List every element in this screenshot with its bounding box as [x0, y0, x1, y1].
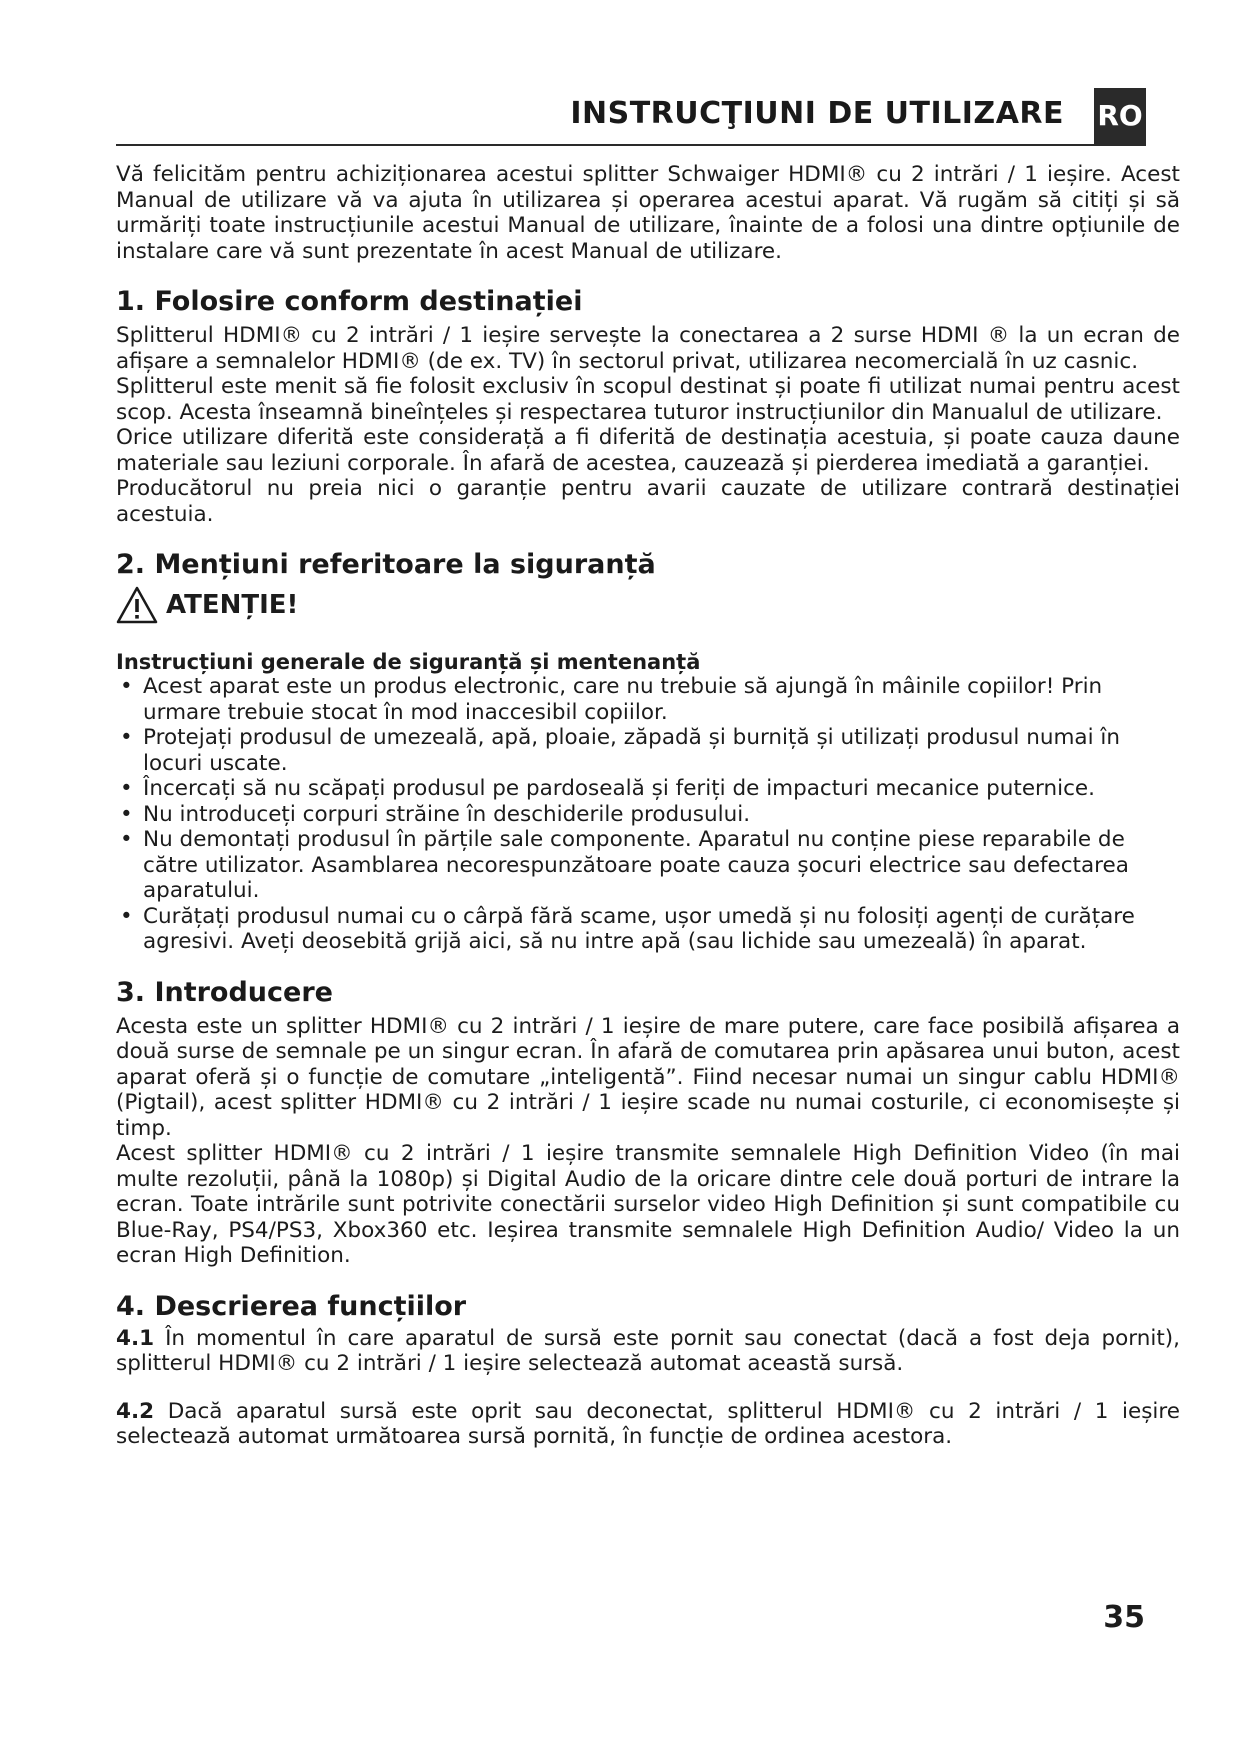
- section-1-heading: 1. Folosire conform destinației: [116, 286, 583, 317]
- section-3-heading: 3. Introducere: [116, 976, 333, 1008]
- section-1-paragraph: Splitterul este menit să fie folosit exclusiv în scopul destinat și poate fi utilizat numai pentru acest scop. Acesta înseamnă bineînțeles și respectarea tuturor instrucțiunilor din Manualul de utilizare.: [116, 374, 1180, 425]
- section-3-paragraph: Acesta este un splitter HDMI® cu 2 intrări / 1 ieșire de mare putere, care face posibilă afișarea a două surse de semnale pe un singur ecran. În afară de comutarea prin apăsarea unui buton, acest aparat oferă și o funcție de comutare „inteligentă”. Fiind necesar numai un singur cablu HDMI® (Pigtail), acest splitter HDMI® cu 2 intrări / 1 ieșire scade nu numai costurile, ci economisește și timp.: [116, 1013, 1180, 1141]
- warning-block: [116, 586, 1180, 624]
- list-item: [116, 725, 1180, 776]
- list-item: [116, 904, 1180, 955]
- section-4-heading: 4. Descrierea funcțiilor: [116, 1290, 467, 1322]
- bullet-icon: •: [120, 674, 133, 699]
- list-item-text: Încercați să nu scăpați produsul pe pardoseală și feriți de impacturi mecanice puternice.: [143, 776, 1095, 801]
- section-2-heading: 2. Mențiuni referitoare la siguranță: [116, 549, 656, 580]
- main-content: [116, 162, 1180, 1450]
- function-item: [116, 1326, 1180, 1377]
- function-number: 4.1: [116, 1325, 155, 1351]
- list-item-text: Nu demontați produsul în părțile sale componente. Aparatul nu conține piese reparabile de către utilizator. Asamblarea necorespunzătoare poate cauza șocuri electrice sau defectarea aparatului.: [143, 827, 1129, 903]
- bullet-icon: •: [120, 801, 133, 827]
- list-item: [116, 776, 1180, 802]
- warning-label: ATENȚIE!: [166, 590, 299, 620]
- section-1-paragraph: Orice utilizare diferită este considerață a fi diferită de destinația acestuia, și poate cauza daune materiale sau leziuni corporale. În afară de acestea, cauzează și pierderea imediată a garanției.: [116, 425, 1180, 476]
- page-title: INSTRUCŢIUNI DE UTILIZARE: [570, 96, 1064, 131]
- section-3-paragraph: Acest splitter HDMI® cu 2 intrări / 1 ieșire transmite semnalele High Definition Video (în mai multe rezoluții, până la 1080p) și Digital Audio de la oricare dintre cele două porturi de intrare la ecran. Toate intrările sunt potrivite conectării surselor video High Definition și sunt compatibile cu Blue-Ray, PS4/PS3, Xbox360 etc. Ieșirea transmite semnalele High Definition Audio/ Video la un ecran High Definition.: [116, 1141, 1180, 1268]
- bullet-icon: •: [120, 725, 133, 750]
- safety-list: [116, 674, 1180, 955]
- page-header: [116, 88, 1146, 146]
- bullet-icon: •: [120, 827, 133, 852]
- page-number: 35: [1103, 1600, 1145, 1635]
- section-1-paragraph: Producătorul nu preia nici o garanție pentru avarii cauzate de utilizare contrară destinației acestuia.: [116, 476, 1180, 527]
- list-item-text: Curățați produsul numai cu o cârpă fără scame, ușor umedă și nu folosiți agenți de curățare agresivi. Aveți deosebită grijă aici, să nu intre apă (sau lichide sau umezeală) în aparat.: [143, 903, 1135, 954]
- safety-subheading: Instrucțiuni generale de siguranță și mentenanță: [116, 650, 701, 674]
- bullet-icon: •: [120, 903, 133, 929]
- section-1-paragraph: Splitterul HDMI® cu 2 intrări / 1 ieșire servește la conectarea a 2 surse HDMI ® la un ecran de afișare a semnalelor HDMI® (de ex. TV) în sectorul privat, utilizarea necomercială în uz casnic.: [116, 323, 1180, 374]
- list-item: [116, 827, 1180, 904]
- list-item: [116, 674, 1180, 725]
- function-text: Dacă aparatul sursă este oprit sau deconectat, splitterul HDMI® cu 2 intrări / 1 ieșire selectează automat următoarea sursă pornită, în funcție de ordinea acestora.: [116, 1398, 1180, 1449]
- language-badge: RO: [1094, 88, 1146, 144]
- list-item-text: Acest aparat este un produs electronic, care nu trebuie să ajungă în mâinile copiilor! Prin urmare trebuie stocat în mod inaccesibil copiilor.: [143, 674, 1103, 725]
- bullet-icon: •: [120, 776, 133, 801]
- intro-paragraph: Vă felicităm pentru achiziționarea acestui splitter Schwaiger HDMI® cu 2 intrări / 1 ieșire. Acest Manual de utilizare vă va ajuta în utilizarea și operarea acestui aparat. Vă rugăm să citiți și să urmăriți toate instrucțiunile acestui Manual de utilizare, înainte de a folosi una dintre opțiunile de instalare care vă sunt prezentate în acest Manual de utilizare.: [116, 162, 1180, 264]
- list-item: [116, 802, 1180, 828]
- warning-triangle-icon: [116, 586, 158, 624]
- function-item: [116, 1399, 1180, 1450]
- function-number: 4.2: [116, 1398, 155, 1424]
- function-text: În momentul în care aparatul de sursă este pornit sau conectat (dacă a fost deja pornit), splitterul HDMI® cu 2 intrări / 1 ieșire selectează automat această sursă.: [116, 1325, 1180, 1376]
- list-item-text: Nu introduceți corpuri străine în deschiderile produsului.: [143, 801, 751, 827]
- list-item-text: Protejați produsul de umezeală, apă, ploaie, zăpadă și burniță și utilizați produsul numai în locuri uscate.: [143, 725, 1120, 776]
